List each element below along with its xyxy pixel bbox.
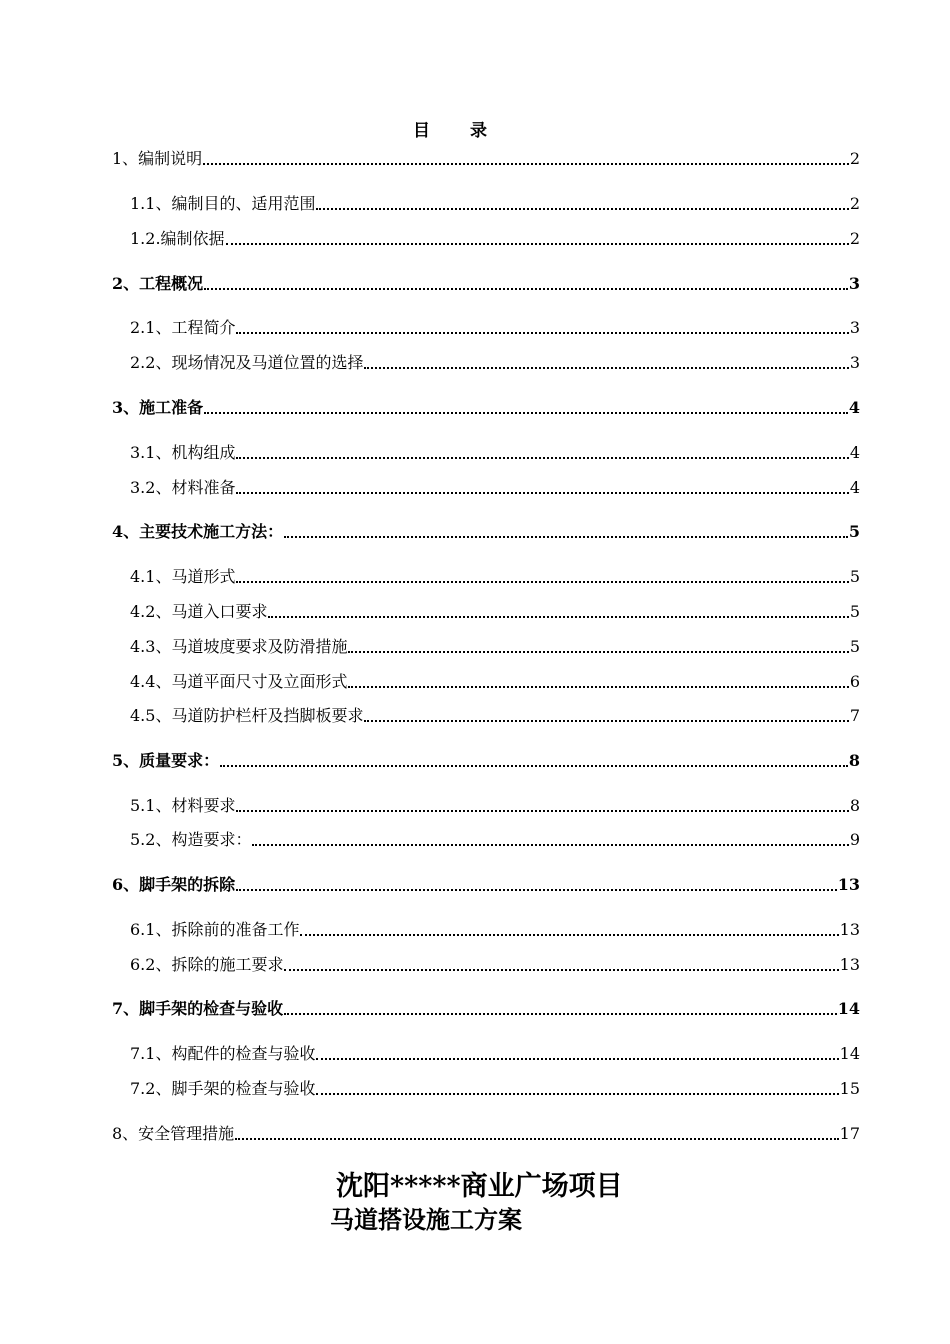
toc-entry-3-1[interactable] <box>130 442 860 464</box>
toc-entry-6-1[interactable] <box>130 919 860 941</box>
toc-leader <box>300 934 838 936</box>
toc-leader <box>226 243 849 245</box>
toc-entry-6[interactable] <box>112 874 860 896</box>
document-title: 沈阳*****商业广场项目 <box>336 1171 623 1202</box>
toc-entry-page: 5 <box>849 602 860 621</box>
toc-entry-label: 5.2、构造要求： <box>130 830 252 849</box>
toc-entry-page: 15 <box>839 1079 860 1098</box>
toc-entry-4-2[interactable] <box>130 601 860 623</box>
toc-entry-label: 2.1、工程简介 <box>130 318 236 337</box>
toc-entry-4[interactable] <box>112 521 860 543</box>
toc-leader <box>236 581 848 583</box>
toc-entry-page: 17 <box>839 1124 860 1143</box>
toc-entry-label: 4.2、马道入口要求 <box>130 602 268 621</box>
toc-heading <box>0 116 900 141</box>
toc-entry-page: 14 <box>839 1044 860 1063</box>
toc-entry-6-2[interactable] <box>130 954 860 976</box>
toc-leader <box>204 288 848 290</box>
toc-entry-label: 2、工程概况 <box>112 274 204 293</box>
toc-entry-2[interactable] <box>112 273 860 295</box>
toc-entry-label: 4.1、马道形式 <box>130 567 236 586</box>
toc-leader <box>236 457 848 459</box>
toc-leader <box>268 616 848 618</box>
toc-leader <box>203 163 849 165</box>
toc-entry-page: 4 <box>848 398 860 417</box>
toc-entry-4-1[interactable] <box>130 566 860 588</box>
toc-entry-4-4[interactable] <box>130 671 860 693</box>
toc-entry-5[interactable] <box>112 750 860 772</box>
toc-entry-page: 5 <box>849 567 860 586</box>
toc-leader <box>236 332 848 334</box>
toc-leader <box>220 765 848 767</box>
toc-leader <box>236 889 837 891</box>
toc-entry-label: 4.3、马道坡度要求及防滑措施 <box>130 637 348 656</box>
toc-entry-label: 3、施工准备 <box>112 398 204 417</box>
toc-leader <box>284 536 848 538</box>
toc-entry-label: 1、编制说明 <box>112 149 203 168</box>
toc-heading-right: 录 <box>470 121 487 141</box>
toc-entry-label: 6.2、拆除的施工要求 <box>130 955 284 974</box>
toc-entry-label: 1.1、编制目的、适用范围 <box>130 194 316 213</box>
toc-entry-label: 2.2、现场情况及马道位置的选择 <box>130 353 364 372</box>
toc-entry-label: 6、脚手架的拆除 <box>112 875 236 894</box>
toc-heading-left: 目 <box>413 121 430 141</box>
toc-leader <box>236 810 848 812</box>
toc-entry-page: 4 <box>849 443 860 462</box>
toc-entry-label: 1.2.编制依据 <box>130 229 225 248</box>
toc-entry-2-2[interactable] <box>130 352 860 374</box>
toc-leader <box>316 1093 838 1095</box>
toc-entry-page: 13 <box>839 955 860 974</box>
toc-leader <box>284 969 838 971</box>
toc-entry-label: 4.5、马道防护栏杆及挡脚板要求 <box>130 706 364 725</box>
toc-entry-7-2[interactable] <box>130 1078 860 1100</box>
toc-entry-2-1[interactable] <box>130 317 860 339</box>
toc-leader <box>348 651 848 653</box>
toc-entry-7-1[interactable] <box>130 1043 860 1065</box>
toc-entry-7[interactable] <box>112 998 860 1020</box>
toc-entry-1[interactable] <box>112 148 860 170</box>
toc-entry-page: 2 <box>849 229 860 248</box>
toc-leader <box>316 1058 838 1060</box>
toc-leader <box>252 844 848 846</box>
toc-entry-label: 7.1、构配件的检查与验收 <box>130 1044 316 1063</box>
toc-entry-page: 7 <box>849 706 860 725</box>
toc-leader <box>235 1138 838 1140</box>
toc-leader <box>316 208 848 210</box>
toc-entry-page: 5 <box>849 637 860 656</box>
toc-entry-page: 9 <box>849 830 860 849</box>
toc-entry-4-3[interactable] <box>130 636 860 658</box>
toc-entry-page: 8 <box>849 796 860 815</box>
toc-entry-1-1[interactable] <box>130 193 860 215</box>
toc-entry-3-2[interactable] <box>130 477 860 499</box>
toc-entry-label: 7、脚手架的检查与验收 <box>112 999 284 1018</box>
toc-entry-1-2[interactable] <box>130 228 860 250</box>
toc-entry-page: 13 <box>839 920 860 939</box>
toc-entry-label: 4、主要技术施工方法： <box>112 522 284 541</box>
toc-leader <box>364 367 848 369</box>
toc-entry-label: 5、质量要求： <box>112 751 220 770</box>
toc-entry-label: 5.1、材料要求 <box>130 796 236 815</box>
toc-entry-label: 4.4、马道平面尺寸及立面形式 <box>130 672 348 691</box>
toc-entry-3[interactable] <box>112 397 860 419</box>
toc-entry-page: 3 <box>849 318 860 337</box>
toc-entry-page: 2 <box>849 149 860 168</box>
toc-entry-page: 14 <box>837 999 860 1018</box>
toc-entry-page: 2 <box>849 194 860 213</box>
document-subtitle: 马道搭设施工方案 <box>330 1205 522 1234</box>
toc-entry-page: 3 <box>848 274 860 293</box>
toc-entry-4-5[interactable] <box>130 705 860 727</box>
toc-entry-5-1[interactable] <box>130 795 860 817</box>
toc-entry-label: 6.1、拆除前的准备工作 <box>130 920 300 939</box>
toc-entry-label: 3.1、机构组成 <box>130 443 236 462</box>
toc-entry-label: 7.2、脚手架的检查与验收 <box>130 1079 316 1098</box>
toc-entry-page: 4 <box>849 478 860 497</box>
toc-entry-page: 3 <box>849 353 860 372</box>
toc-leader <box>284 1013 837 1015</box>
toc-entry-page: 5 <box>848 522 860 541</box>
toc-entry-page: 13 <box>837 875 860 894</box>
toc-entry-page: 6 <box>849 672 860 691</box>
toc-leader <box>348 686 848 688</box>
toc-entry-5-2[interactable] <box>130 829 860 851</box>
toc-entry-page: 8 <box>848 751 860 770</box>
toc-entry-label: 3.2、材料准备 <box>130 478 236 497</box>
toc-entry-8[interactable] <box>112 1123 860 1145</box>
toc-entry-label: 8、安全管理措施 <box>112 1124 235 1143</box>
toc-leader <box>236 492 848 494</box>
toc-leader <box>204 412 848 414</box>
toc-leader <box>364 720 848 722</box>
